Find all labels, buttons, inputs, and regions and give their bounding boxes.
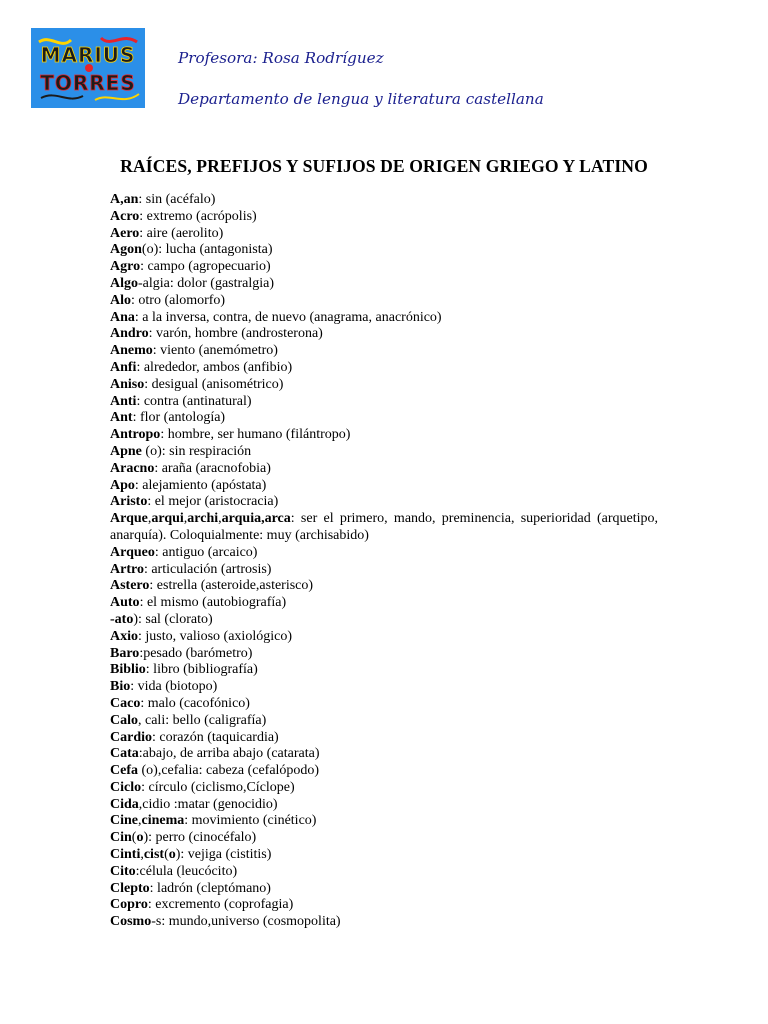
root-definition: : círculo (ciclismo,Cíclope) bbox=[141, 779, 295, 795]
root-definition: : alrededor, ambos (anfibio) bbox=[136, 359, 293, 375]
root-term: Anti bbox=[110, 393, 137, 409]
root-entry bbox=[110, 326, 658, 343]
root-definition: : contra (antinatural) bbox=[136, 393, 252, 409]
root-term: Aniso bbox=[110, 376, 145, 392]
root-entry bbox=[110, 461, 658, 478]
root-entry bbox=[110, 897, 658, 914]
root-definition: : otro (alomorfo) bbox=[131, 292, 226, 308]
root-term: Anfi bbox=[110, 359, 137, 375]
root-term: Cida bbox=[110, 796, 139, 812]
root-definition: ): sal (clorato) bbox=[133, 611, 213, 627]
root-term: Baro bbox=[110, 645, 140, 661]
root-term: Alo bbox=[110, 292, 131, 308]
page-title: RAÍCES, PREFIJOS Y SUFIJOS DE ORIGEN GRIEGO Y LATINO bbox=[120, 156, 648, 176]
root-definition: -algia: dolor (gastralgia) bbox=[138, 275, 275, 291]
root-term: Anemo bbox=[110, 343, 153, 359]
root-entry bbox=[110, 679, 658, 696]
root-definition: , bbox=[218, 511, 222, 527]
department-name: Departamento de lengua y literatura castellana bbox=[178, 90, 544, 108]
root-entry bbox=[110, 646, 658, 663]
root-definition: :pesado (barómetro) bbox=[139, 645, 253, 661]
root-entry bbox=[110, 713, 658, 730]
root-definition: , bbox=[147, 511, 152, 527]
root-definition: , bbox=[140, 847, 144, 863]
root-term: Cinti bbox=[110, 847, 141, 863]
root-definition: : flor (antología) bbox=[132, 410, 226, 426]
root-entry bbox=[110, 881, 658, 898]
root-definition: : araña (aracnofobia) bbox=[154, 460, 271, 476]
root-term: Cardio bbox=[110, 729, 152, 745]
logo-graphic bbox=[31, 28, 145, 108]
root-entry bbox=[110, 444, 658, 461]
root-entry bbox=[110, 360, 658, 377]
root-definition: : corazón (taquicardia) bbox=[152, 729, 279, 745]
root-definition: : libro (bibliografía) bbox=[145, 662, 258, 678]
root-entry bbox=[110, 763, 658, 780]
root-term: Biblio bbox=[110, 662, 146, 678]
root-term: Agon bbox=[110, 242, 142, 258]
root-definition: (o),cefalia: cabeza (cefalópodo) bbox=[138, 763, 320, 779]
root-definition: ( bbox=[164, 847, 169, 863]
root-term: Arque bbox=[110, 511, 148, 527]
root-term: Acro bbox=[110, 208, 140, 224]
root-definition: ): perro (cinocéfalo) bbox=[143, 830, 257, 846]
root-term: o bbox=[136, 830, 144, 846]
root-term: Algo bbox=[110, 275, 138, 291]
root-definition: (o): sin respiración bbox=[141, 443, 252, 459]
root-entry bbox=[110, 226, 658, 243]
root-entry bbox=[110, 511, 658, 545]
root-definition: : articulación (artrosis) bbox=[143, 561, 272, 577]
school-logo bbox=[31, 28, 145, 108]
root-term: Cefa bbox=[110, 763, 138, 779]
root-term: Aristo bbox=[110, 494, 148, 510]
root-entry bbox=[110, 813, 658, 830]
root-entry bbox=[110, 293, 658, 310]
root-term: Apne bbox=[110, 443, 142, 459]
logo-line-2: TORRES bbox=[40, 71, 136, 95]
root-term: cinema bbox=[141, 813, 185, 829]
root-entry bbox=[110, 578, 658, 595]
root-definition: , bbox=[183, 511, 188, 527]
root-definition: : ser el primero, mando, preminencia, superioridad (arquetipo, anarquía). Coloquialmente: muy (archisabido) bbox=[110, 511, 658, 543]
root-entry bbox=[110, 494, 658, 511]
root-definition: : excremento (coprofagia) bbox=[147, 897, 294, 913]
root-term: Apo bbox=[110, 477, 135, 493]
root-definition: : varón, hombre (androsterona) bbox=[148, 326, 323, 342]
root-term: -ato bbox=[110, 611, 134, 627]
root-term: arquia,arca bbox=[221, 511, 291, 527]
teacher-name: Profesora: Rosa Rodríguez bbox=[178, 49, 384, 67]
root-term: Bio bbox=[110, 679, 131, 695]
root-definition: : justo, valioso (axiológico) bbox=[138, 628, 292, 644]
root-term: Aero bbox=[110, 225, 140, 241]
root-definition: : el mismo (autobiografía) bbox=[139, 595, 287, 611]
root-term: Clepto bbox=[110, 880, 150, 896]
root-entry bbox=[110, 746, 658, 763]
root-entry bbox=[110, 662, 658, 679]
root-entry bbox=[110, 545, 658, 562]
root-entry bbox=[110, 209, 658, 226]
root-entry bbox=[110, 914, 658, 931]
root-definition: : movimiento (cinético) bbox=[184, 813, 317, 829]
root-entry bbox=[110, 377, 658, 394]
root-definition: -s: mundo,universo (cosmopolita) bbox=[151, 914, 341, 930]
root-entry bbox=[110, 595, 658, 612]
root-definition: : hombre, ser humano (filántropo) bbox=[160, 427, 351, 443]
root-entry bbox=[110, 310, 658, 327]
root-definition: (o): lucha (antagonista) bbox=[141, 242, 273, 258]
root-definition: , cali: bello (caligrafía) bbox=[138, 712, 267, 728]
root-entry bbox=[110, 478, 658, 495]
root-entry bbox=[110, 427, 658, 444]
root-entry bbox=[110, 847, 658, 864]
root-entry bbox=[110, 192, 658, 209]
root-definition: : sin (acéfalo) bbox=[138, 192, 216, 207]
root-definition: :célula (leucócito) bbox=[135, 863, 238, 879]
root-term: Calo bbox=[110, 712, 138, 728]
root-definition: : vida (biotopo) bbox=[130, 679, 218, 695]
root-entry bbox=[110, 562, 658, 579]
root-definition: : extremo (acrópolis) bbox=[139, 208, 257, 224]
root-term: Andro bbox=[110, 326, 149, 342]
root-definition: ,cidio :matar (genocidio) bbox=[138, 796, 278, 812]
root-entry bbox=[110, 864, 658, 881]
root-term: archi bbox=[187, 511, 219, 527]
root-definition: :abajo, de arriba abajo (catarata) bbox=[138, 746, 320, 762]
root-definition: : desigual (anisométrico) bbox=[144, 376, 284, 392]
root-term: Caco bbox=[110, 695, 141, 711]
root-entry bbox=[110, 830, 658, 847]
root-list bbox=[110, 192, 658, 931]
root-term: Cosmo bbox=[110, 914, 152, 930]
root-definition: : a la inversa, contra, de nuevo (anagrama, anacrónico) bbox=[134, 309, 442, 325]
root-term: Artro bbox=[110, 561, 144, 577]
root-term: cist bbox=[143, 847, 165, 863]
root-definition: : viento (anemómetro) bbox=[152, 343, 278, 359]
root-entry bbox=[110, 629, 658, 646]
root-definition: : ladrón (cleptómano) bbox=[149, 880, 271, 896]
root-term: Ciclo bbox=[110, 779, 142, 795]
root-term: Cin bbox=[110, 830, 132, 846]
root-term: Auto bbox=[110, 595, 140, 611]
root-term: Astero bbox=[110, 578, 150, 594]
root-entry bbox=[110, 612, 658, 629]
root-entry bbox=[110, 343, 658, 360]
root-term: Cata bbox=[110, 746, 139, 762]
root-definition: ( bbox=[131, 830, 137, 846]
root-entry bbox=[110, 276, 658, 293]
root-term: o bbox=[168, 847, 176, 863]
root-entry bbox=[110, 730, 658, 747]
root-definition: , bbox=[138, 813, 142, 829]
root-definition: : antiguo (arcaico) bbox=[154, 544, 258, 560]
root-term: Agro bbox=[110, 259, 141, 275]
root-definition: : malo (cacofónico) bbox=[140, 695, 250, 711]
root-entry bbox=[110, 780, 658, 797]
root-term: A,an bbox=[110, 192, 139, 207]
root-term: arqui bbox=[151, 511, 184, 527]
root-entry bbox=[110, 259, 658, 276]
root-term: Antropo bbox=[110, 427, 161, 443]
root-term: Ant bbox=[110, 410, 133, 426]
root-term: Cine bbox=[110, 813, 138, 829]
root-entry bbox=[110, 797, 658, 814]
root-entry bbox=[110, 410, 658, 427]
root-definition: : estrella (asteroide,asterisco) bbox=[149, 578, 314, 594]
root-term: Arqueo bbox=[110, 544, 155, 560]
root-entry bbox=[110, 394, 658, 411]
root-entry bbox=[110, 696, 658, 713]
root-definition: : el mejor (aristocracia) bbox=[147, 494, 279, 510]
logo-line-1: MARIUS bbox=[40, 43, 136, 67]
root-definition: : aire (aerolito) bbox=[139, 225, 224, 241]
root-definition: ): vejiga (cistitis) bbox=[175, 847, 272, 863]
root-term: Axio bbox=[110, 628, 138, 644]
root-entry bbox=[110, 242, 658, 259]
root-definition: : campo (agropecuario) bbox=[140, 259, 271, 275]
root-term: Aracno bbox=[110, 460, 155, 476]
root-term: Copro bbox=[110, 897, 148, 913]
root-term: Ana bbox=[110, 309, 135, 325]
root-definition: : alejamiento (apóstata) bbox=[134, 477, 267, 493]
root-term: Cito bbox=[110, 863, 136, 879]
